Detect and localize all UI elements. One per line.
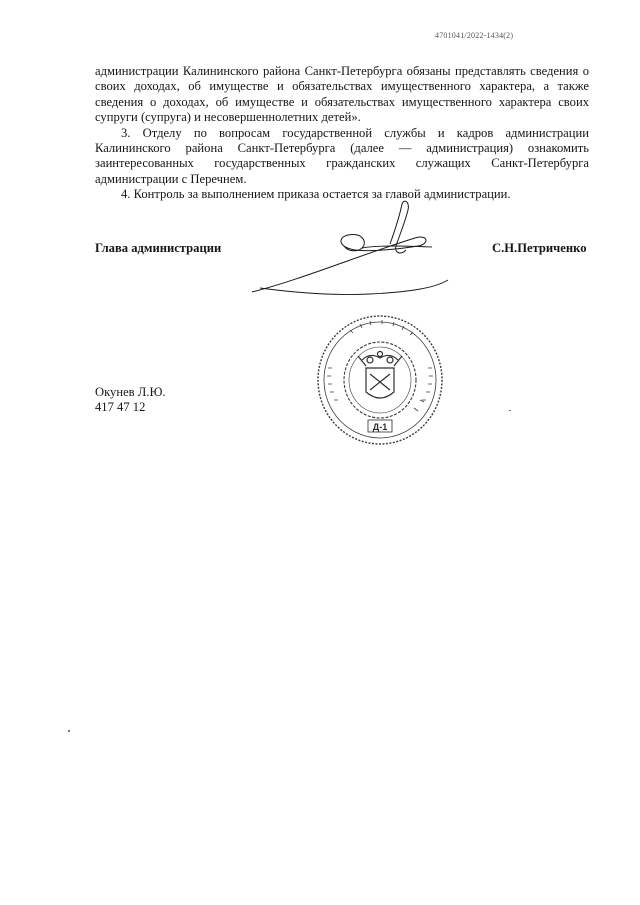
scan-speck xyxy=(68,730,70,732)
official-seal xyxy=(310,308,450,453)
handwritten-signature xyxy=(240,200,450,300)
signatory-name: С.Н.Петриченко xyxy=(492,241,587,255)
executor-contact xyxy=(95,385,166,415)
paragraph-item-3: 3. Отделу по вопросам государственной службы и кадров администрации Калининского района Санкт-Петербурга (далее — администрация) ознакомить заинтересованных государственных гражданских служащих Санкт-Петербурга администрации с Перечнем. xyxy=(95,125,589,186)
signatory-position: Глава администрации xyxy=(95,241,222,255)
scan-speck xyxy=(509,410,511,411)
paragraph-item-4: 4. Контроль за выполнением приказа остается за главой администрации. xyxy=(121,187,511,202)
executor-phone: 417 47 12 xyxy=(95,400,146,414)
document-body xyxy=(95,64,589,203)
executor-name: Окунев Л.Ю. xyxy=(95,385,166,399)
document-number: 4701041/2022-1434(2) xyxy=(435,31,514,40)
paragraph-continuation: администрации Калининского района Санкт-Петербурга обязаны представлять сведения о своих доходах, об имуществе и обязательствах имущественного характера, а также сведения о доходах, об имуществе и обязательствах имущественного характера своих супруги (супруга) и несовершеннолетних детей». xyxy=(95,64,589,125)
seal-label: Д-1 xyxy=(372,422,388,432)
